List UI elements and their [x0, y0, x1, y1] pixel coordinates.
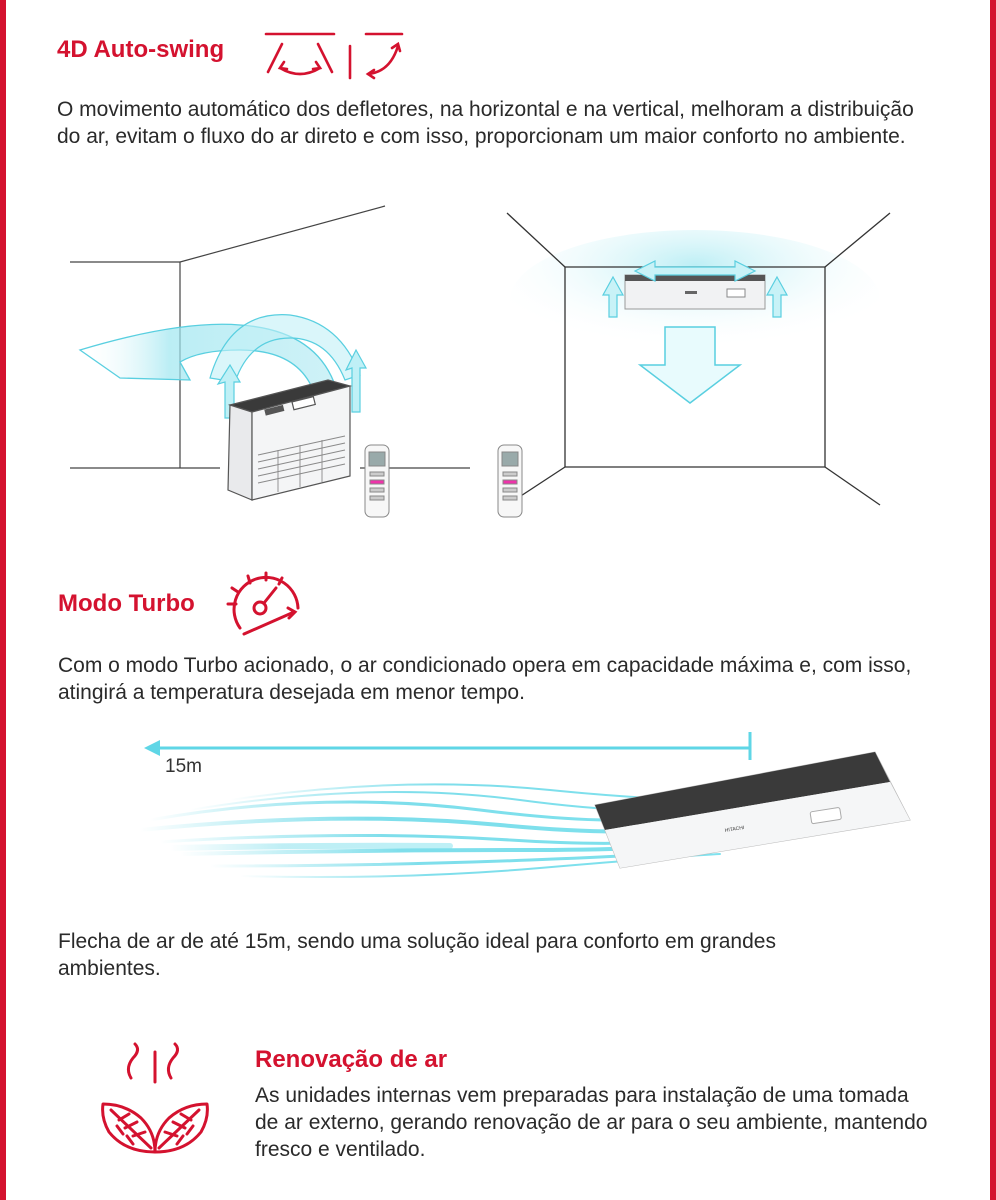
unit-brand-label: HITACHI: [724, 824, 745, 834]
left-border: [0, 0, 6, 1200]
turbo-title: Modo Turbo: [58, 590, 195, 617]
ceiling-unit-illustration: [495, 205, 895, 525]
floor-unit-illustration: [60, 200, 480, 530]
auto-swing-title: 4D Auto-swing: [57, 36, 225, 63]
swing-direction-icon: [262, 28, 412, 84]
renewal-title: Renovação de ar: [255, 1046, 448, 1073]
leaf-airflow-icon: [95, 1048, 220, 1158]
distance-label: 15m: [165, 756, 202, 777]
turbo-airflow-illustration: [120, 750, 920, 890]
right-border: [990, 0, 996, 1200]
turbo-caption: Flecha de ar de até 15m, sendo uma solução ideal para conforto em grandes ambientes.: [58, 930, 776, 980]
auto-swing-description: O movimento automático dos defletores, na horizontal e na vertical, melhoram a distribuição do ar, evitam o fluxo do ar direto e com isso, proporcionam um maior conforto no ambiente.: [57, 98, 914, 148]
speedometer-icon: [222, 568, 304, 640]
renewal-description: As unidades internas vem preparadas para instalação de uma tomada de ar externo, gerando renovação de ar para o seu ambiente, mantendo fresco e ventilado.: [255, 1084, 928, 1161]
turbo-description: Com o modo Turbo acionado, o ar condicionado opera em capacidade máxima e, com isso, atingirá a temperatura desejada em menor tempo.: [58, 654, 912, 704]
